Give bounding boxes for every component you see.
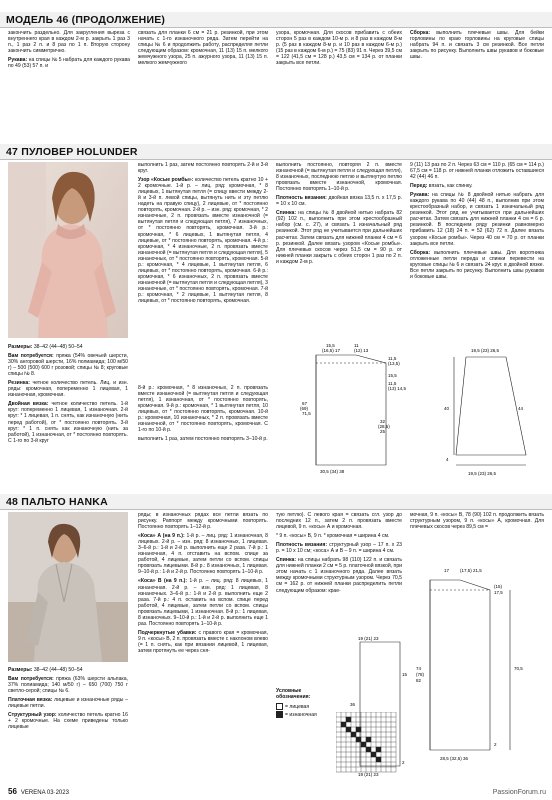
dim-label: 36 [350,702,356,707]
dim-label: 67 [302,401,308,406]
dim-label: 11 [354,343,359,348]
coat-schematic [410,560,550,770]
watermark: PassionForum.ru [492,789,546,796]
pullover-photo [8,162,128,338]
dim-label: (17,5) 21,5 [460,568,482,573]
legend: Условные обозначения: = лицевая = изнаночная [276,688,336,718]
dim-label: 11,5 [388,381,397,386]
pullover-schematic [276,335,546,485]
dim-label: 15 [402,672,408,677]
magazine-name: VERENA 03·2023 [20,790,69,796]
dim-label: (15) [494,584,503,589]
dim-label: 15,5 [388,373,397,378]
dim-label: 44 [518,406,524,411]
dim-label: 30,5 (34) 38 [320,469,345,474]
m48-col2: ряды; в изнаночных рядах все петли вязать по рисунку. Раппорт между кромочными повторять. Постоянно повторять 1–12-й р. «Коса» А (на 9 п.): 1-й р. – лиц. ряд: 1 изнаночная, 8 лицевых. 2-й р. – изн. ряд: 8 изнаночных, 1 лицевая. 3–6-й р.: 1-й и 2-й р. выполнить еще 2 раза. 7-й р.: 1 изнаночная, 4 п. отставить на вспом. спице за работой, 4 лицевые, затем петли со вспом. спицы провязать лицевыми. 8-й р.: 8 изнаночных, 1 лицевая. 9–10-й р.: 1-й и 2-й р. Постоянно повторять 1–10-й р. «Коса» В (на 9 п.): 1-й р. – лиц. ряд: 8 лицевых, 1 изнаночная. 2-й р. – изн. ряд: 1 лицевая, 8 изнаночных. 3–6-й р.: 1-й и 2-й р. выполнить еще 2 раза. 7-й р.: 4 п. оставить на вспом. спице перед работой, 4 лицевые, затем петли со вспом. спицы провязать лицевыми, 1 изнаночная. 8-й р.: 1 лицевая, 8 изнаночных. 9–10-й р.: 1-й и 2-й р. выполнить еще 1 раз. Постоянно повторять 1–10-й р. Подчеркнутые убавки: с правого края = кромочная, 9 п. «косы» В, 2 п. провязать вместе с наклоном влево (= 1 п. снять, как при вязании лицевой, 1 лицевая, затем протянуть ее через сня- [138,512,268,654]
dim-label: 19,5 (23) 26,5 [471,348,500,353]
dim-label: 28,5 (32,5) 36 [440,756,469,761]
dim-label: (13,5) [388,361,400,366]
dim-label: (69) [300,406,309,411]
dim-label: 4 [446,457,449,462]
dim-label: 19 (21) 23 [358,636,379,641]
m46-col4: Сборка: выполнить плечевые швы. Для бейки горловины по краю горловины на круговые спицы набрать 94 п. и связать 3 см резинкой. Все петли закрыть по рисунку. Выполнить швы рукавов и боковые швы. [410,30,544,61]
header-model-48: 48 ПАЛЬТО HANKA [0,494,552,510]
coat-photo [8,512,128,662]
header-model-47: 47 ПУЛОВЕР HOLUNDER [0,144,552,160]
dim-label: (16,5) 17 [322,348,341,353]
dim-label: 70,5 [514,666,523,671]
legend-item: = изнаночная [276,711,336,718]
dim-label: (12) 13 [354,348,369,353]
m47-col2-cont: 8-й р.: кромочная, * 8 изнаночных, 2 п. провязать вместе изнаночной (= вытянутая петля и следующая петля), 1 изнаночная, от * постоянно повторять, кромочная. 9-й р.: кромочная, * 1 вытянутая петля, 10 лицевых, от * постоянно повторять, кромочная. 10-й р.: кромочная, 10 изнаночных, * 2 п. провязать вместе изнаночной, от * постоянно повторять, кромочная. С 1-го по 10-й р. выполнить 1 раз, затем постоянно повторять 3–10-й р. [138,385,268,443]
dim-label: (78) [416,672,425,677]
dim-label: 17,5 [494,590,503,595]
dim-label: 25 [380,429,386,434]
m47-col3: выполнить постоянно, повторяя 2 п. вместе изнаночной (= вытянутая петля и следующая петля), 8 изнаночных, последнюю петлю и вытянутую петлю провязать вместе изнаночной, кромочная. Постоянно повторять 1–10-й р. Плотность вязания: двойная вязка 13,5 п. x 17,5 р. = 10 x 10 см. Спинка: на спицы № 8 двойной нитью набрать 82 (92) 102 п., выполнить при этом крестообразный набор (см. с. 27), и связать 1 изначальный ряд резинкой. Этот ряд не учитывается при дальнейших расчетах. Затем связать для нижней планки 4 см = 6 р. резинкой. Далее вязать узором «Косые ромбы». Для плечевых скосов через 51,5 см = 90 р. от нижней планки закрыть с обеих сторон 1 раз по 2 п. и каждом 2-м р. [276,162,402,265]
m48-col4: мочная, 9 п. «косы» В, 78 (90) 102 п. продолжить вязать структурным узором, 9 п. «косы» А, кромочная. Для плечевых скосов через 89,5 см = [410,512,544,531]
dim-label: 19 (21) 23 [358,772,379,777]
header-model-46: МОДЕЛЬ 46 (ПРОДОЛЖЕНИЕ) [0,12,552,28]
dim-label: 11,5 [388,356,397,361]
dim-label: 19,5 (23) 26,5 [468,471,497,476]
dim-label: 2 [494,742,497,747]
coat-sleeve-schematic [350,636,410,786]
dim-label: (13) 14,5 [388,386,407,391]
chart-cell [341,722,346,727]
dim-label: 40 [444,406,450,411]
m47-col4: 9 (11) 13 раз по 2 п. Через 63 см = 110 р. (65 см = 114 р.) 67,5 см = 118 р. от нижней планки отложить оставшиеся 42 (44) 46 п. Перед: вязать, как спинку. Рукава: на спицы № 8 двойной нитью набрать для каждого рукава по 40 (44) 48 п., выполнив при этом крестообразный набор, и связать 1 изначальный ряд резинкой. Этот ряд не учитывается при дальнейших расчетах. Затем связать для нижней планки 4 см = 6 р. резинкой. В последнем ряду резинки равномерно прибавить 12 (18) 24 п. = 52 (62) 72 п. Далее вязать узором «Косые ромбы». Через 40 см = 70 р. от планки закрыть все петли. Сборка: выполнить плечевые швы. Для воротника отложенные петли переда и спинки перевести на круговые спицы № 6 и связать 24 круг. в двойной вязке. Все петли закрыть по рисунку. Выполнить швы рукавов и боковые швы. [410,162,544,280]
dim-label: 2 [402,760,405,765]
m47-col2: выполнить 1 раз, затем постоянно повторять 2-й и 3-й круг. Узор «Косые ромбы»: количество петель кратно 10 + 2 кромочные. 1-й р. – лиц. ряд: кромочная, * 8 лицевых, 1 вытянутая петля (= спицу ввести между 2-й и 3-й п. левой спицы, вытянуть нить и эту петлю надеть на правую спицу), 2 лицевые, от * постоянно повторять, кромочная. 2-й р. – изн. ряд: кромочная, * 2 изнаночные, 2 п. провязать вместе изнаночной (= вытянутая петля и следующая петля), 7 изнаночных, от * постоянно повторять, кромочная. 3-й р.: кромочная, * 6 лицевых, 1 вытянутая петля, 4 лицевые, от * постоянно повторять, кромочная. 4-й р.: кромочная, * 4 изнаночные, 2 п. провязать вместе изнаночной (= вытянутая петля и следующая петля), 5 изнаночных, от * постоянно повторять, кромочная. 5-й р.: кромочная, * 4 лицевые, 1 вытянутая петля, 6 лицевых, от * постоянно повторять, кромочная. 6-й р.: кромочная, * 6 изнаночных, 2 п. провязать вместе изнаночной (= вытянутая петля и следующая петля), 3 изнаночные, от * постоянно повторять, кромочная. 7-й р.: кромочная, * 2 лицевые, 1 вытянутая петля, 8 лицевых, от * постоянно повторять, кромочная. [138,162,268,305]
m46-col3: узора, кромочная. Для скосов прибавить с обеих сторон 5 раз в каждом 10-м р. и 8 раз в каждом 8-м р. (5 раз в каждом 8-м р. и 10 раз в каждом 6-м р.) (15 раз в каждом 6-м р.) = 75 (83) 91 п. Через 39,5 см = 122 (41,5 см = 128 р.) 43,5 см = 134 р. от планки закрыть все петли. [276,30,402,67]
dim-label: 74 [416,666,422,671]
legend-item: = лицевая [276,703,336,710]
dim-label: 32 [380,419,386,424]
m46-col2: связать для планки 6 см = 21 р. резинкой, при этом начать с 1-го изнаночного ряда. Затем перейти на спицы № 6 и продолжить работу, распределяя петли следующим образом: кромочная, 11 (13) 15 п. мелкого жемчужного узора, 25 п. ажурного узора, 11 (13) 15 п. мелкого жемчужного [138,30,268,67]
dim-label: (28,5) [378,424,390,429]
dim-label: 17 [444,568,450,573]
dim-label: 82 [416,678,422,683]
m47-col1: Размеры: 38–42 (44–48) 50–54 Вам потребуется: пряжа (54% овечьей шерсти, 30% ангоровой шерсти, 16% полиамида; 100 м/50 г) – 500 (500) 600 г розовой; спицы № 8; круговые спицы № 8. Резинка: четное количество петель. Лиц. и изн. ряды: кромочная, попеременно 1 лицевая, 1 изнаночная, кромочная. Двойная вязка: четное количество петель. 1-й круг: попеременно 1 лицевая, 1 изнаночная. 2-й круг: * 1 лицевая, 1 п. снять, как изнаночную (нить перед работой), от * постоянно повторять. 3-й круг: * 1 п. снять как изнаночную (нить за работой), 1 изнаночная, от * постоянно повторять. С 1-го по 3-й круг [8,344,129,444]
m48-col3: тую петлю). С левого края = связать сгл. узор до последних 12 п., затем 2 п. провязать вместе лицевой, 9 п. «косы» А и кромочная. * 9 п. «косы» В, 9 п. * кромочная = ширина 4 см. Плотность вязания: структурный узор – 17 п. x 23 р. = 10 x 10 см; «коса» А и В – 9 п. = ширина 4 см. Спинка: на спицы набрать 98 (110) 122 п. и связать для нижней планки 2 см = 5 р. платочной вязкой, при этом начать с 1 изнаночного ряда. Далее вязать между кромочными структурным узором. Через 70,5 см = 162 р. от нижней планки распределить петли следующим образом: крае- [276,512,403,594]
page-number: 56 [8,787,17,796]
m48-col1: Размеры: 38–42 (44–48) 50–54 Вам потребуется: пряжа (63% шерсти альпака, 37% полиамида; 140 м/50 г) – 650 (700) 750 г светло-серой; спицы № 6. Платочная вязка: лицевые и изнаночные ряды – лицевые петли. Структурный узор: количество петель кратно 16 + 2 кромочные. На схеме приведены только лицевые [8,667,128,731]
page-footer [8,787,69,796]
dim-label: 71,5 [302,411,311,416]
dim-label: 15,5 [326,343,335,348]
m46-col1: закончить раздельно. Для закругления выреза с внутреннего края в каждом 2-м р. закрыть 1 раз 3 п., 1 раз 2 п. и 8 раз по 1 п. Вторую сторону закончить симметрично. Рукава: на спицы № 5 набрать для каждого рукава по 49 (53) 57 п. и [8,30,130,70]
